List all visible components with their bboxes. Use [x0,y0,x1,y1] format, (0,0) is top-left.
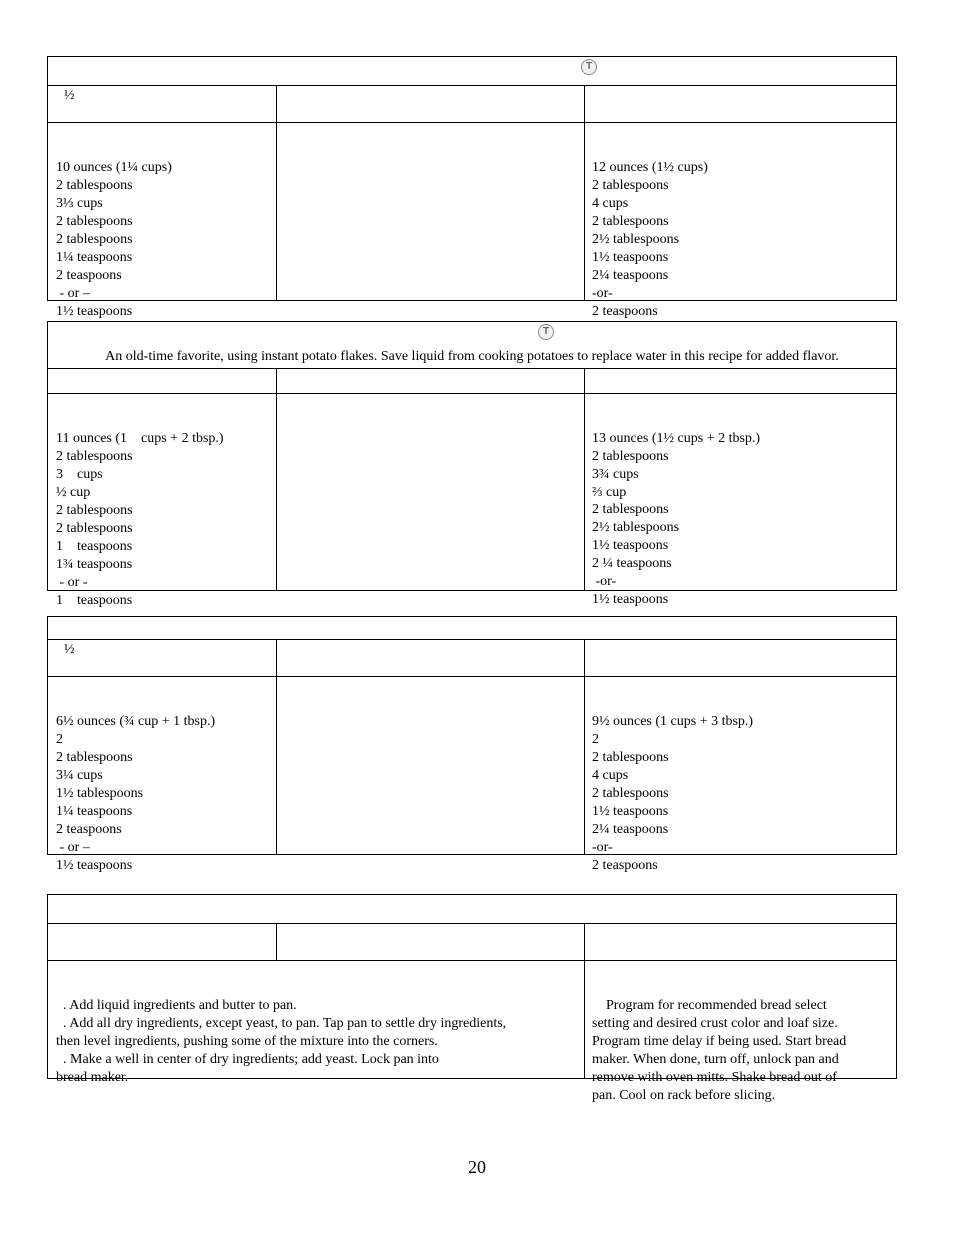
timer-icon: T [538,324,554,340]
ingredients-large: 12 ounces (1½ cups) 2 tablespoons 4 cups 2 tablespoons 2½ tablespoons 1½ teaspoons 2¼ teaspoons -or- 2 teaspoons [592,160,708,319]
ingredients-small: 6½ ounces (¾ cup + 1 tbsp.) 2 2 tablespoons 3¼ cups 1½ tablespoons 1¼ teaspoons 2 teaspoons - or – 1½ teaspoons [56,714,216,873]
recipe-table-2 [47,321,897,608]
size-header-left: ½ [64,88,75,103]
recipe-description: An old-time favorite, using instant potato flakes. Save liquid from cooking potatoes to replace water in this recipe for added flavor. [105,349,839,364]
page-number: 20 [468,1157,486,1177]
timer-icon: T [581,59,597,75]
method-table [47,894,897,1103]
method-program: Program for recommended bread select setting and desired crust color and loaf size. Program time delay if being used. Start bread maker. When done, turn off, unlock pan and remove with oven mitts. Shake bread out of pan. Cool on rack before slicing. [592,998,847,1103]
ingredients-large: 13 ounces (1½ cups + 2 tbsp.) 2 tablespoons 3¾ cups ⅔ cup 2 tablespoons 2½ tablespoons 1½ teaspoons 2 ¼ teaspoons -or- 1½ teaspoons [592,430,761,607]
ingredients-large: 9½ ounces (1 cups + 3 tbsp.) 2 2 tablespoons 4 cups 2 tablespoons 1½ teaspoons 2¼ teaspoons -or- 2 teaspoons [592,714,754,873]
recipe-table-1 [47,56,897,319]
size-header-left: ½ [64,642,75,657]
ingredients-small: 11 ounces (1 cups + 2 tbsp.) 2 tablespoons 3 cups ½ cup 2 tablespoons 2 tablespoons 1 teaspoons 1¾ teaspoons - or - 1 teaspoons [56,431,224,608]
ingredients-small: 10 ounces (1¼ cups) 2 tablespoons 3⅓ cups 2 tablespoons 2 tablespoons 1¼ teaspoons 2 teaspoons - or – 1½ teaspoons [56,160,172,319]
method-steps: . Add liquid ingredients and butter to pan. . Add all dry ingredients, except yeast, to pan. Tap pan to settle dry ingredients, then level ingredients, pushing some of the mixture into the corners. . Make a well in center of dry ingredients; add yeast. Lock pan into bread maker. [56,998,507,1085]
recipe-table-3 [47,616,897,873]
